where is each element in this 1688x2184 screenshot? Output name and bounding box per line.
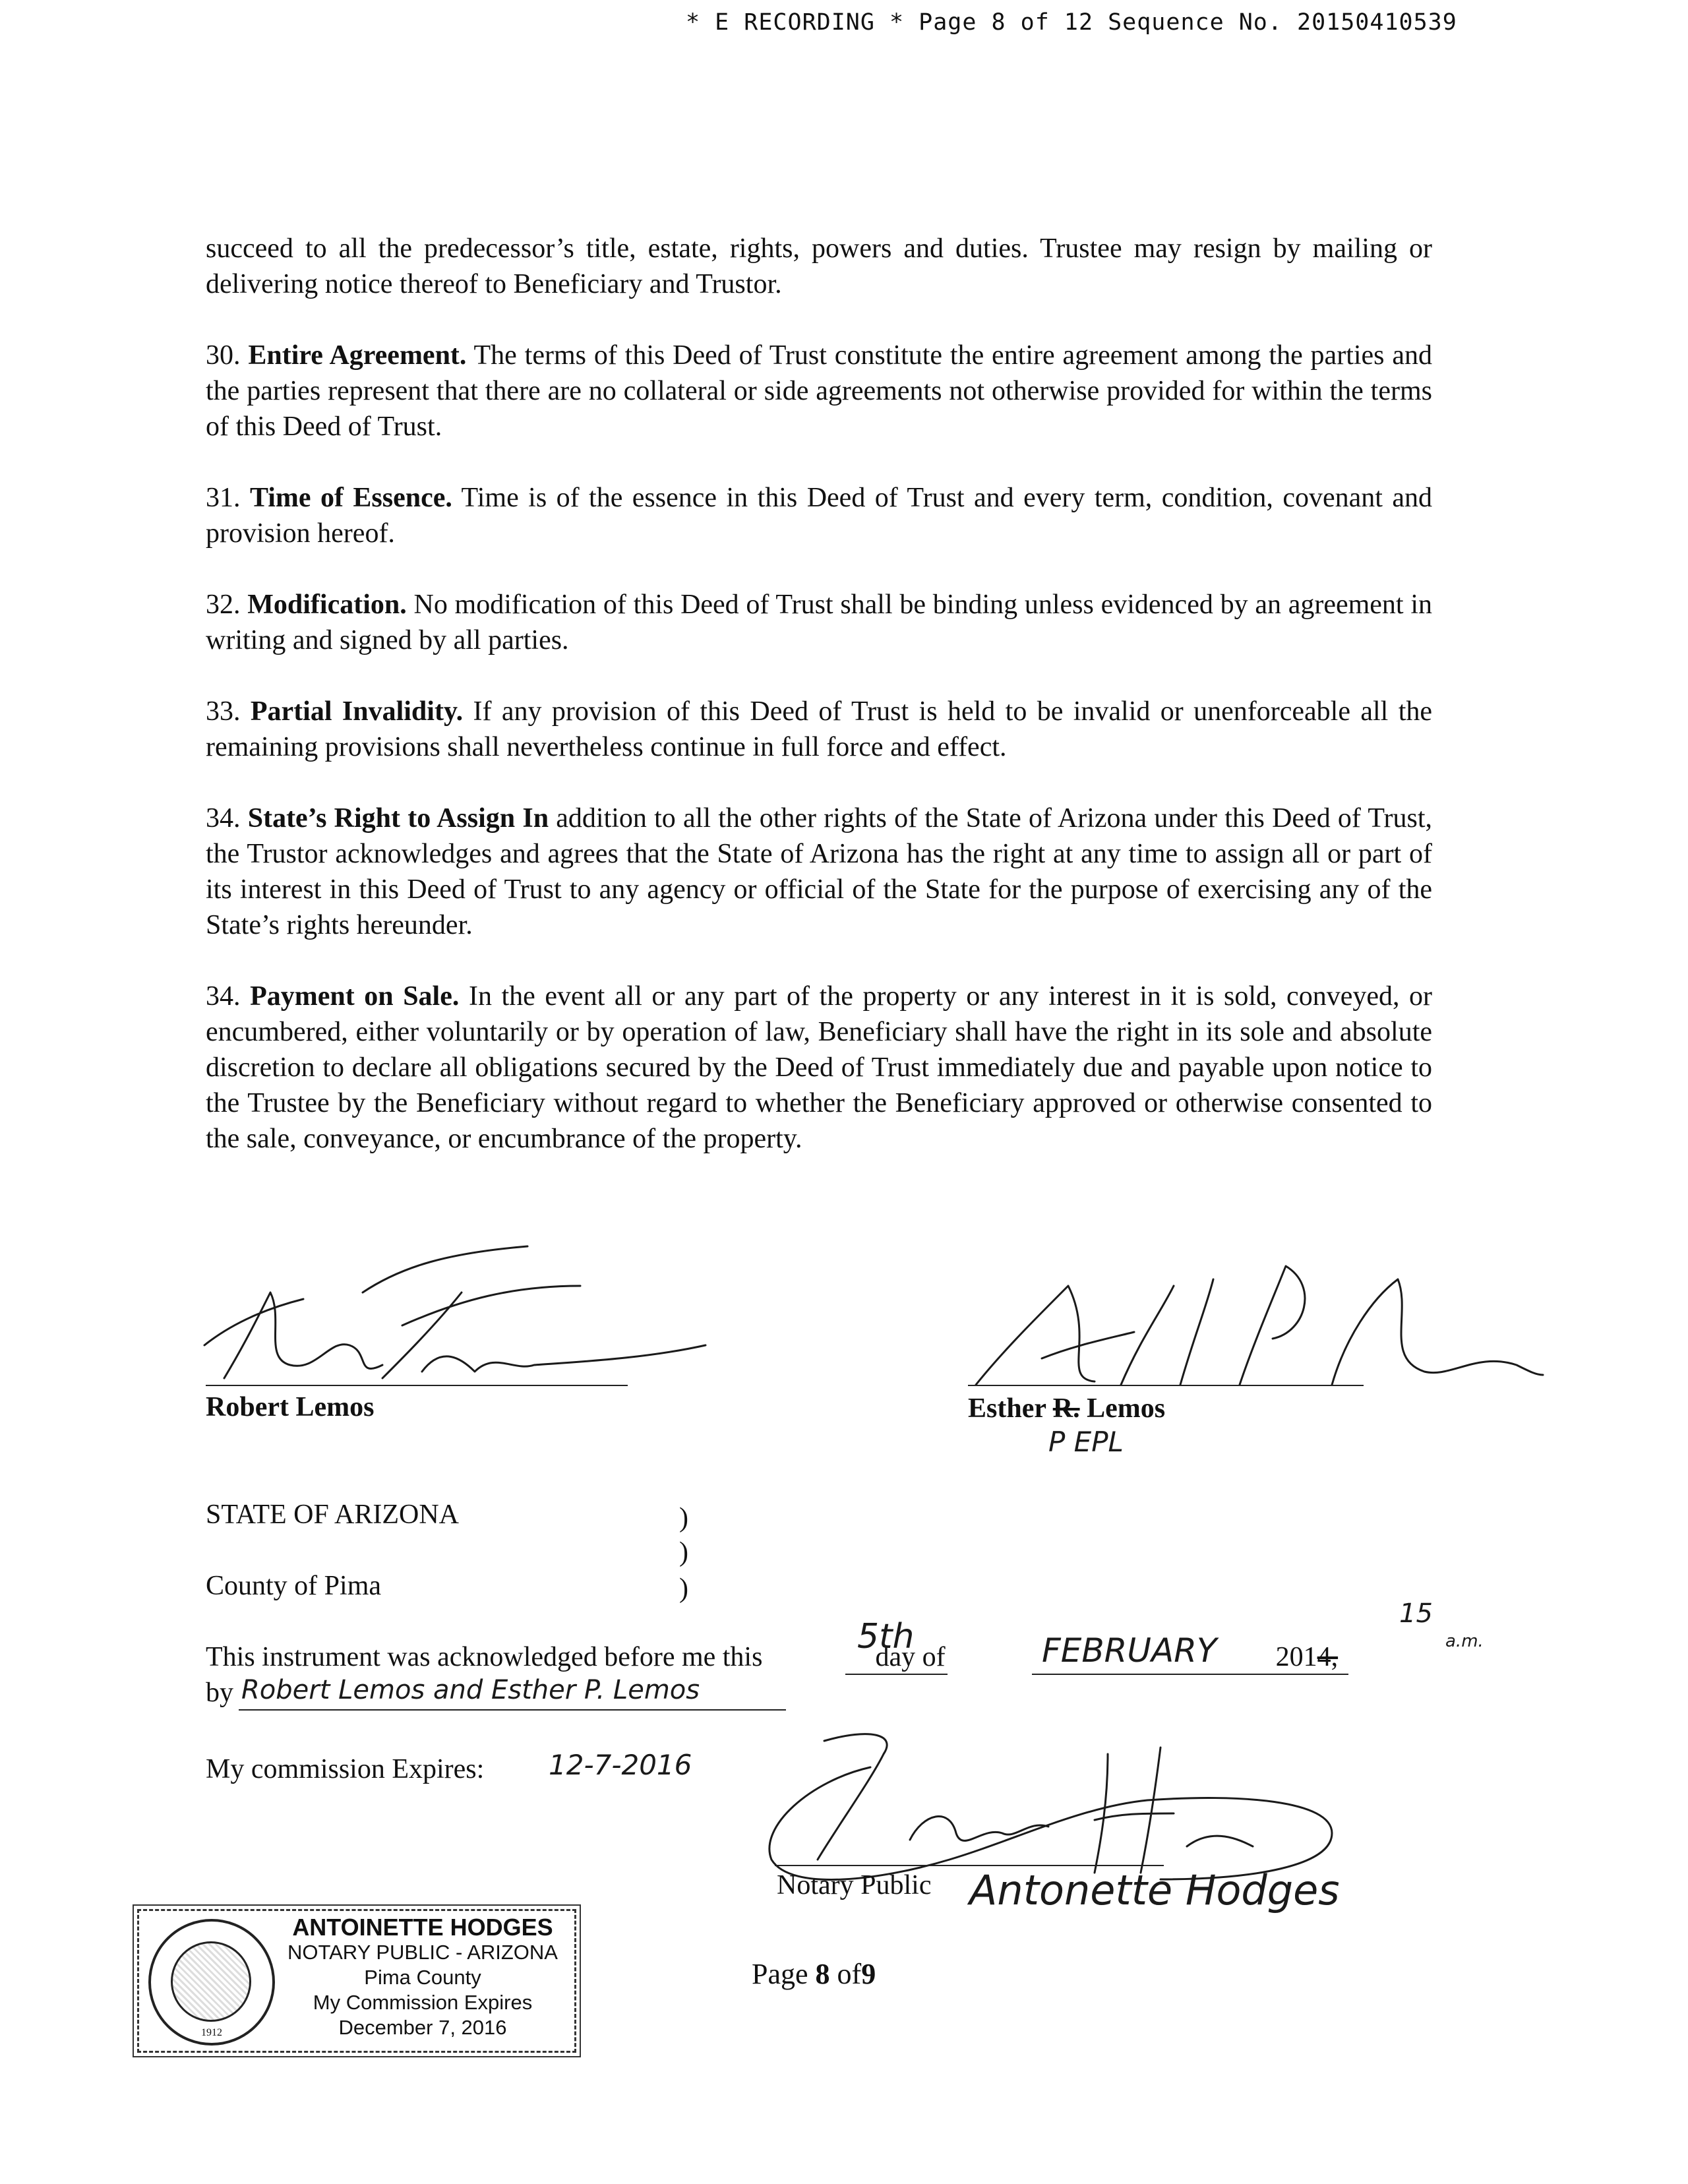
paragraph-number: 31. [206,483,241,513]
stamp-line-3: Pima County [364,1966,481,1989]
stamp-text [278,1915,568,2040]
stamp-notary-name: ANTOINETTE HODGES [292,1914,553,1941]
paragraph-number: 34. [206,803,241,834]
county-label: County of Pima [206,1571,382,1601]
by-blank [239,1709,786,1711]
handwritten-notary-name: Antonette Hodges [969,1866,1340,1914]
paragraph-text: If any provision of this Deed of Trust is held to be invalid or unenforceable all the remaining provisions shall nevertheless continue in full force and effect. [206,696,1433,762]
paragraph-34-payment [206,979,1432,1157]
recording-header: * E RECORDING * Page 8 of 12 Sequence No. 20150410539 [686,9,1457,36]
ack-year-prefix: 201 [1275,1642,1317,1672]
page-number [752,1957,876,1991]
paragraph-text: No modification of this Deed of Trust shall be binding unless evidenced by an agreement in writing and signed by all parties. [206,590,1433,655]
paragraph-number: 32. [206,590,241,620]
commission-label: My commission Expires: [206,1754,485,1784]
signature-line-left [206,1385,628,1386]
paren-2: ) [679,1537,688,1567]
paragraph-text: Time is of the essence in this Deed of Trust and every term, condition, covenant and provision hereof. [206,483,1433,549]
deed-body [206,231,1432,1192]
paragraph-heading: Payment on Sale. [250,981,460,1012]
paragraph-continuation [206,231,1432,302]
signer-name-left: Robert Lemos [206,1392,375,1422]
paragraph-33 [206,694,1432,765]
paragraph-34-assign [206,801,1432,943]
stamp-line-4: My Commission Expires [313,1991,533,2014]
paragraph-number: 34. [206,981,241,1012]
page-prefix: Page [752,1958,808,1990]
page-current: 8 [815,1958,830,1990]
paragraph-heading: Time of Essence. [249,483,452,513]
paren-3: ) [679,1573,688,1604]
signer-last-name: Lemos [1087,1393,1166,1424]
paragraph-text: addition to all the other rights of the State of Arizona under this Deed of Trust, the Trustor acknowledges and agrees that the State of Arizona has the right at any time to assign all or part of its interest in this Deed of Trust to any agency or official of the State for the purpose of exercising any of the State’s rights hereunder. [206,803,1433,940]
state-seal-icon [148,1919,275,2046]
by-label: by [206,1678,233,1708]
ack-day-label: day of [875,1642,946,1672]
notary-stamp [137,1909,576,2053]
handwritten-year-correction: 15 [1399,1598,1433,1629]
page-total: 9 [861,1958,876,1990]
struck-initial: R. [1052,1393,1080,1424]
seal-year: 1912 [201,2027,222,2038]
notary-public-label: Notary Public [777,1870,932,1900]
paragraph-30 [206,338,1432,444]
paragraph-32 [206,587,1432,658]
handwritten-correction: P EPL [1048,1426,1124,1458]
seal-emblem [171,1941,251,2022]
month-blank [1032,1674,1348,1675]
paragraph-text: In the event all or any part of the property or any interest in it is sold, conveyed, or encumbered, either voluntarily or by operation of law, Beneficiary shall have the right in its sole and absolute discretion to declare all obligations secured by the Deed of Trust immediately due and payable upon notice to the Trustee by the Beneficiary without regard to whether the Beneficiary approved or otherwise consented to the sale, conveyance, or encumbrance of the property. [206,981,1433,1154]
handwritten-month: FEBRUARY [1042,1631,1217,1670]
day-blank [845,1674,948,1675]
paren-1: ) [679,1503,688,1533]
ack-prefix: This instrument was acknowledged before me this [206,1642,763,1672]
paragraph-heading: Partial Invalidity. [250,696,464,727]
paragraph-text: succeed to all the predecessor’s title, estate, rights, powers and duties. Trustee may resign by mailing or delivering notice thereof to Beneficiary and Trustor. [206,233,1432,299]
paragraph-31 [206,480,1432,551]
paragraph-number: 33. [206,696,241,727]
handwritten-day: 5th [857,1617,915,1656]
signer-name-right [968,1393,1165,1424]
handwritten-year-initials: a.m. [1445,1631,1484,1651]
handwritten-expiration: 12-7-2016 [549,1749,692,1781]
paragraph-heading: Modification. [247,590,407,620]
paragraph-number: 30. [206,340,241,371]
signature-line-right [968,1385,1364,1386]
stamp-line-5: December 7, 2016 [338,2016,507,2039]
paragraph-text: The terms of this Deed of Trust constitute the entire agreement among the parties and the parties represent that there are no collateral or side agreements not otherwise provided for within the terms of this Deed of Trust. [206,340,1433,442]
stamp-line-2: NOTARY PUBLIC - ARIZONA [287,1941,558,1964]
esther-lemos-signature [963,1259,1543,1411]
robert-lemos-signature [185,1246,725,1398]
paragraph-heading: Entire Agreement. [248,340,467,371]
ack-year-struck: 4, [1317,1642,1339,1672]
state-label: STATE OF ARIZONA [206,1500,459,1530]
handwritten-by-names: Robert Lemos and Esther P. Lemos [241,1675,700,1705]
page-of: of [837,1958,862,1990]
paragraph-heading: State’s Right to Assign In [247,803,549,834]
signer-first-name: Esther [968,1393,1046,1424]
